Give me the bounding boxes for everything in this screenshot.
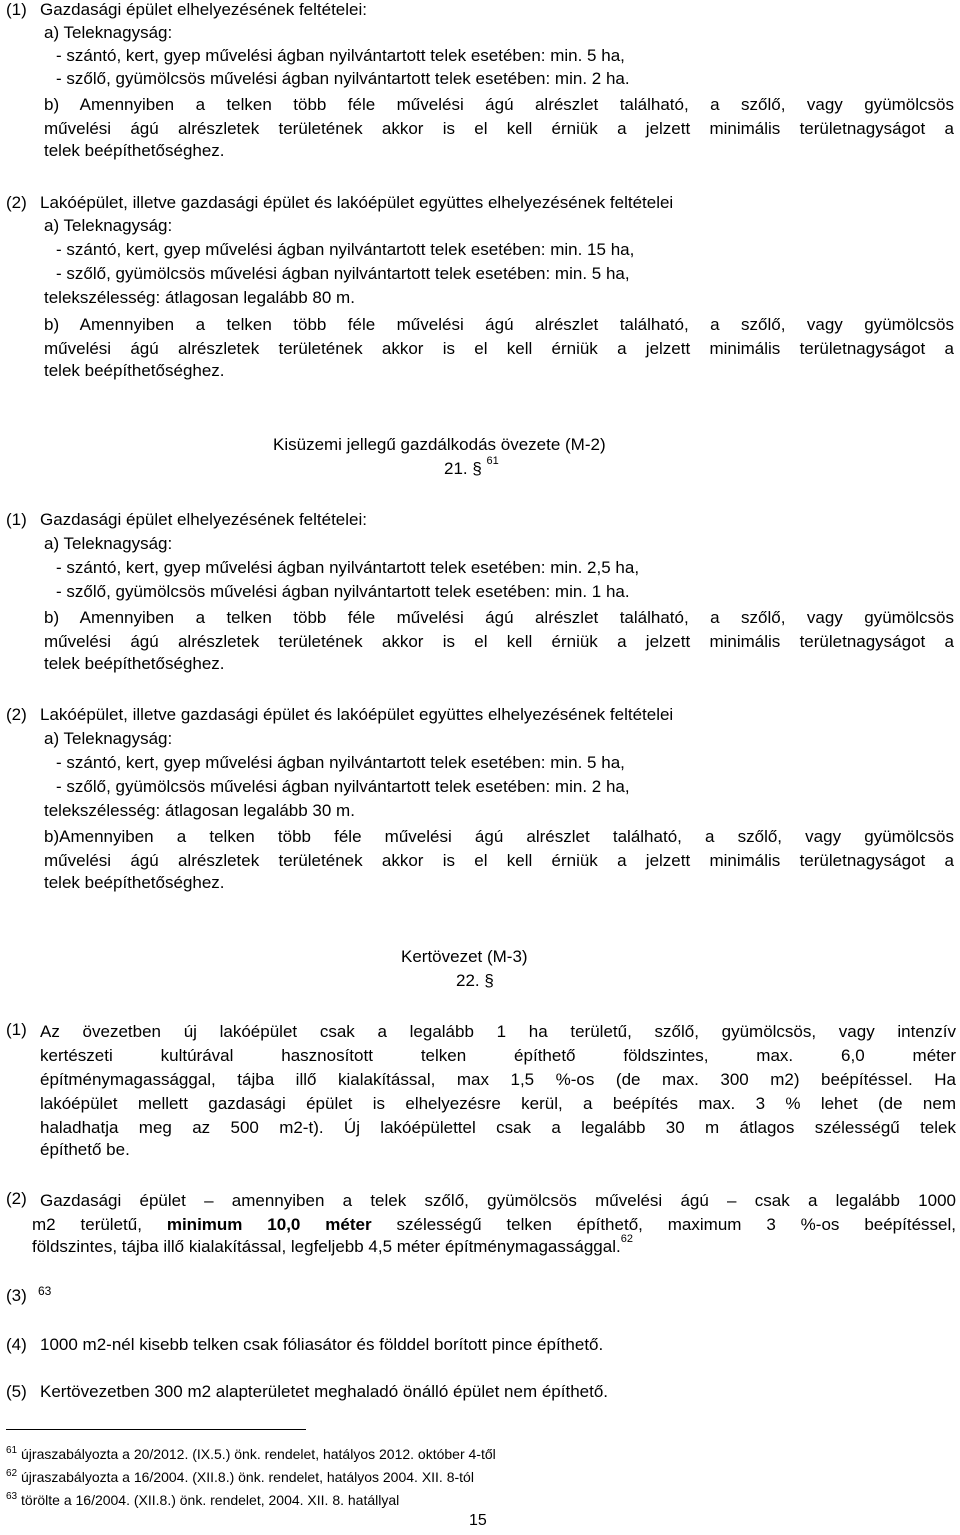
footnote [6,1467,474,1487]
footnote-text: újraszabályozta a 16/2004. (XII.8.) önk. rendelet, hatályos 2004. XII. 8-tól [17,1469,474,1485]
paragraph-line: Az övezetben új lakóépület csak a legalább 1 ha területű, szőlő, gyümölcsös, vagy intenzív [40,1022,956,1041]
list-item: - szántó, kert, gyep művelési ágban nyilvántartott telek esetében: min. 5 ha, [56,753,625,772]
list-item: - szántó, kert, gyep művelési ágban nyilvántartott telek esetében: min. 15 ha, [56,240,635,259]
list-item: - szőlő, gyümölcsös művelési ágban nyilvántartott telek esetében: min. 2 ha. [56,69,630,88]
footnote [6,1444,496,1464]
section-number [444,455,499,479]
page-number: 15 [469,1512,487,1529]
list-item: - szántó, kert, gyep művelési ágban nyilvántartott telek esetében: min. 2,5 ha, [56,558,640,577]
subpoint-b-line: telek beépíthetőséghez. [44,361,225,380]
zone-heading: Kertövezet (M-3) [401,947,528,966]
subpoint-b-line: b) Amennyiben a telken több féle művelési ágú alrészlet található, a szőlő, vagy gyümölcsös [44,608,954,627]
section-number-text: 21. § [444,459,482,478]
list-item: - szőlő, gyümölcsös művelési ágban nyilvántartott telek esetében: min. 2 ha, [56,777,630,796]
subpoint-b-line: művelési ágú alrészletek területének akkor is el kell érniük a jelzett minimális területnagyságot a [44,339,954,358]
paragraph-number: (2) [6,1189,27,1208]
lot-width: telekszélesség: átlagosan legalább 80 m. [44,288,355,307]
subpoint-a: a) Teleknagyság: [44,534,173,553]
paragraph-line: lakóépület mellett gazdasági épület is elhelyezésre kerül, a beépítés max. 3 % lehet (de nem [40,1094,956,1113]
footnote-number: 63 [6,1491,18,1502]
zone-heading: Kisüzemi jellegű gazdálkodás övezete (M-2) [273,435,606,454]
paragraph-line: kertészeti kultúrával hasznosított telken építhető földszintes, max. 6,0 méter [40,1046,956,1065]
subpoint-b-line: művelési ágú alrészletek területének akkor is el kell érniük a jelzett minimális területnagyságot a [44,632,954,651]
footnote-reference: 61 [486,455,499,467]
paragraph-number: (5) [6,1382,27,1401]
paragraph-line: Gazdasági épület – amennyiben a telek szőlő, gyümölcsös művelési ágú – csak a legalább 1000 [40,1191,956,1210]
footnote-separator [6,1429,306,1430]
paragraph-number: (2) [6,705,27,724]
paragraph-number: (4) [6,1335,27,1354]
paragraph-line: haladhatja meg az 500 m2-t). Új lakóépülettel csak a legalább 30 m átlagos szélességű telek [40,1118,956,1137]
footnote-number: 61 [6,1445,18,1456]
footnote-reference: 63 [38,1284,52,1298]
lot-width: telekszélesség: átlagosan legalább 30 m. [44,801,355,820]
subpoint-b-line: telek beépíthetőséghez. [44,654,225,673]
subpoint-b-line: művelési ágú alrészletek területének akkor is el kell érniük a jelzett minimális területnagyságot a [44,119,954,138]
paragraph-line: építménymagassággal, tájba illő kialakítással, max 1,5 %-os (de max. 300 m2) beépítéssel. Ha [40,1070,956,1089]
text-run: m2 területű, [32,1215,167,1234]
subpoint-b-line: telek beépíthetőséghez. [44,141,225,160]
footnote-reference: 62 [620,1233,633,1245]
subpoint-a: a) Teleknagyság: [44,23,173,42]
footnote-text: törölte a 16/2004. (XII.8.) önk. rendelet, 2004. XII. 8. hatállyal [17,1492,400,1508]
footnote [6,1490,399,1510]
paragraph-line: építhető be. [40,1140,130,1159]
subpoint-b-line: telek beépíthetőséghez. [44,873,225,892]
paragraph-text: Kertövezetben 300 m2 alapterületet meghaladó önálló épület nem építhető. [40,1382,609,1401]
section-number: 22. § [456,971,494,990]
text-run: szélességű telken építhető, maximum 3 %-os beépítéssel, [371,1215,956,1234]
paragraph-number: (1) [6,510,27,529]
paragraph-line [32,1213,956,1237]
paragraph-title: Lakóépület, illetve gazdasági épület és lakóépület együttes elhelyezésének feltételei [40,705,674,724]
list-item: - szántó, kert, gyep művelési ágban nyilvántartott telek esetében: min. 5 ha, [56,46,625,65]
subpoint-b-line: b) Amennyiben a telken több féle művelési ágú alrészlet található, a szőlő, vagy gyümölcsös [44,95,954,114]
paragraph-line [32,1233,633,1257]
paragraph-number: (2) [6,193,27,212]
paragraph-number: (3) [6,1286,27,1305]
bold-text: minimum 10,0 méter [166,1215,372,1234]
list-item: - szőlő, gyümölcsös művelési ágban nyilvántartott telek esetében: min. 1 ha. [56,582,630,601]
paragraph-number: (1) [6,0,27,19]
paragraph-title: Gazdasági épület elhelyezésének feltételei: [40,0,367,19]
paragraph-number: (1) [6,1020,27,1039]
subpoint-a: a) Teleknagyság: [44,729,173,748]
paragraph-title: Gazdasági épület elhelyezésének feltételei: [40,510,367,529]
subpoint-b-line: b)Amennyiben a telken több féle művelési ágú alrészlet található, a szőlő, vagy gyümölcsös [44,827,954,846]
footnote-text: újraszabályozta a 20/2012. (IX.5.) önk. rendelet, hatályos 2012. október 4-től [17,1446,496,1462]
subpoint-a: a) Teleknagyság: [44,216,173,235]
text-run: földszintes, tájba illő kialakítással, legfeljebb 4,5 méter építménymagassággal. [32,1237,621,1256]
paragraph-title: Lakóépület, illetve gazdasági épület és lakóépület együttes elhelyezésének feltételei [40,193,674,212]
paragraph-text: 1000 m2-nél kisebb telken csak fóliasátor és földdel borított pince építhető. [40,1335,604,1354]
footnote-number: 62 [6,1468,18,1479]
subpoint-b-line: b) Amennyiben a telken több féle művelési ágú alrészlet található, a szőlő, vagy gyümölcsös [44,315,954,334]
subpoint-b-line: művelési ágú alrészletek területének akkor is el kell érniük a jelzett minimális területnagyságot a [44,851,954,870]
list-item: - szőlő, gyümölcsös művelési ágban nyilvántartott telek esetében: min. 5 ha, [56,264,630,283]
